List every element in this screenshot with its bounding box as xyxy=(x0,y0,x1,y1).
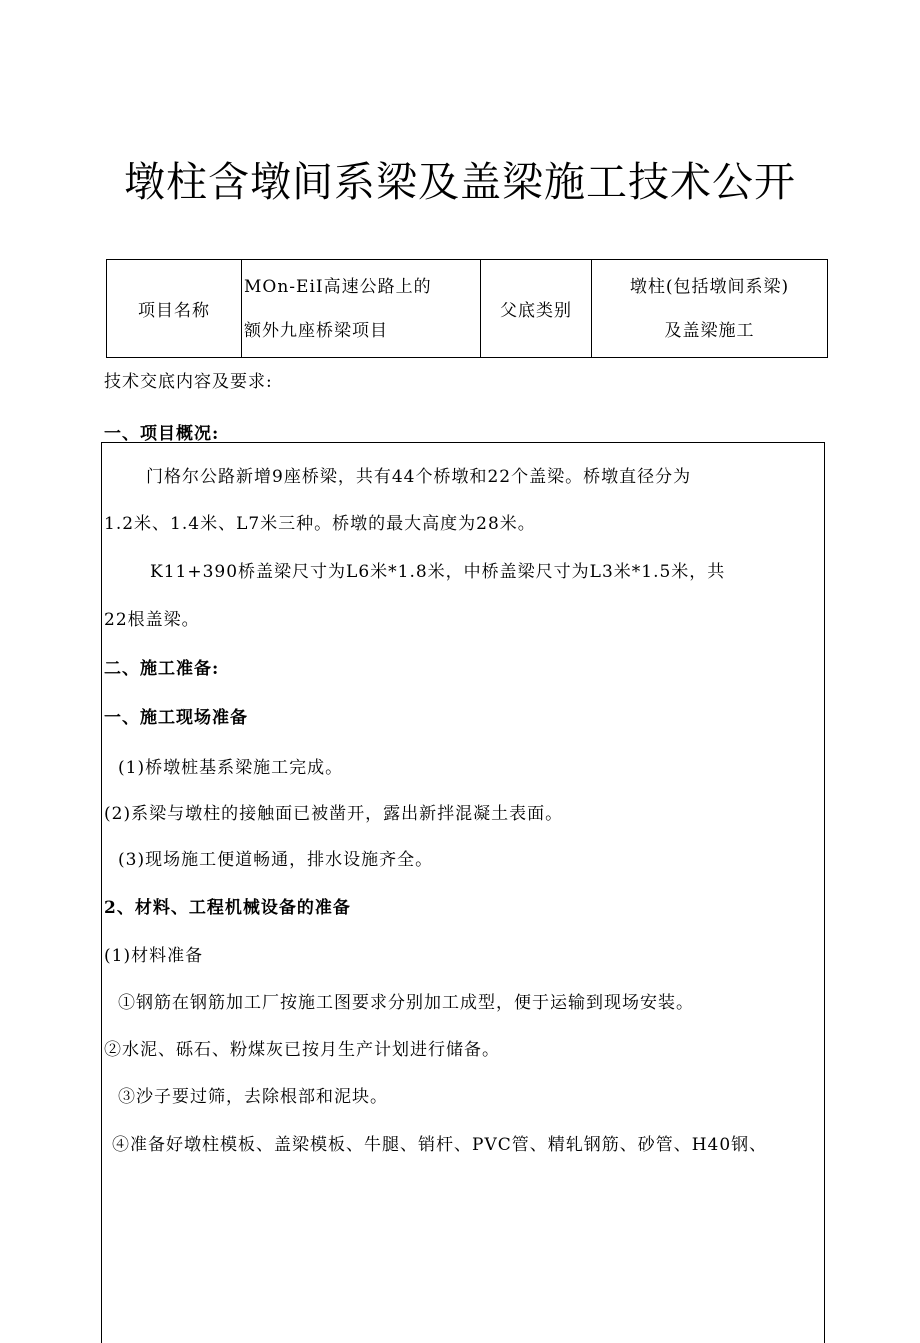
site-prep-heading: 一、施工现场准备 xyxy=(104,708,248,728)
paragraph2-line2: 22根盖梁。 xyxy=(104,610,200,630)
paragraph2-line1: K11+390桥盖梁尺寸为L6米*1.8米，中桥盖梁尺寸为L3米*1.5米，共 xyxy=(150,562,726,582)
project-name-value-line2: 额外九座桥梁项目 xyxy=(244,320,388,341)
project-name-value xyxy=(242,260,481,358)
material-formwork: ④准备好墩柱模板、盖梁模板、牛腿、销杆、PVC管、精轧钢筋、砂管、H40钢、 xyxy=(112,1135,768,1155)
disclosure-type-label: 父底类别 xyxy=(481,260,592,358)
disclosure-type-value xyxy=(592,260,828,358)
project-name-value-line1: MOn-EiI高速公路上的 xyxy=(244,276,432,297)
site-prep-item-2: (2)系梁与墩柱的接触面已被凿开，露出新拌混凝土表面。 xyxy=(104,804,564,824)
document-title: 墩柱含墩间系梁及盖梁施工技术公开 xyxy=(124,158,796,206)
requirements-heading: 技术交底内容及要求: xyxy=(104,372,273,392)
project-name-label: 项目名称 xyxy=(107,260,242,358)
disclosure-type-value-line1: 墩柱(包括墩间系梁) xyxy=(629,276,790,297)
material-cement: ②水泥、砾石、粉煤灰已按月生产计划进行储备。 xyxy=(104,1040,500,1060)
section1-heading: 一、项目概况: xyxy=(104,424,220,444)
site-prep-item-3: (3)现场施工便道畅通，排水设施齐全。 xyxy=(118,850,434,870)
project-info-table xyxy=(106,259,828,358)
disclosure-type-value-line2: 及盖梁施工 xyxy=(664,320,755,341)
material-rebar: ①钢筋在钢筋加工厂按施工图要求分别加工成型，便于运输到现场安装。 xyxy=(118,993,694,1013)
material-sand: ③沙子要过筛，去除根部和泥块。 xyxy=(118,1087,388,1107)
site-prep-item-1: (1)桥墩桩基系梁施工完成。 xyxy=(118,758,344,778)
paragraph1-line1: 门格尔公路新增9座桥梁，共有44个桥墩和22个盖梁。桥墩直径分为 xyxy=(146,467,692,487)
section2-heading: 二、施工准备: xyxy=(104,659,220,679)
materials-heading: 2、材料、工程机械设备的准备 xyxy=(104,898,351,918)
paragraph1-line2: 1.2米、1.4米、L7米三种。桥墩的最大高度为28米。 xyxy=(104,514,536,534)
materials-item-1: (1)材料准备 xyxy=(104,946,204,966)
